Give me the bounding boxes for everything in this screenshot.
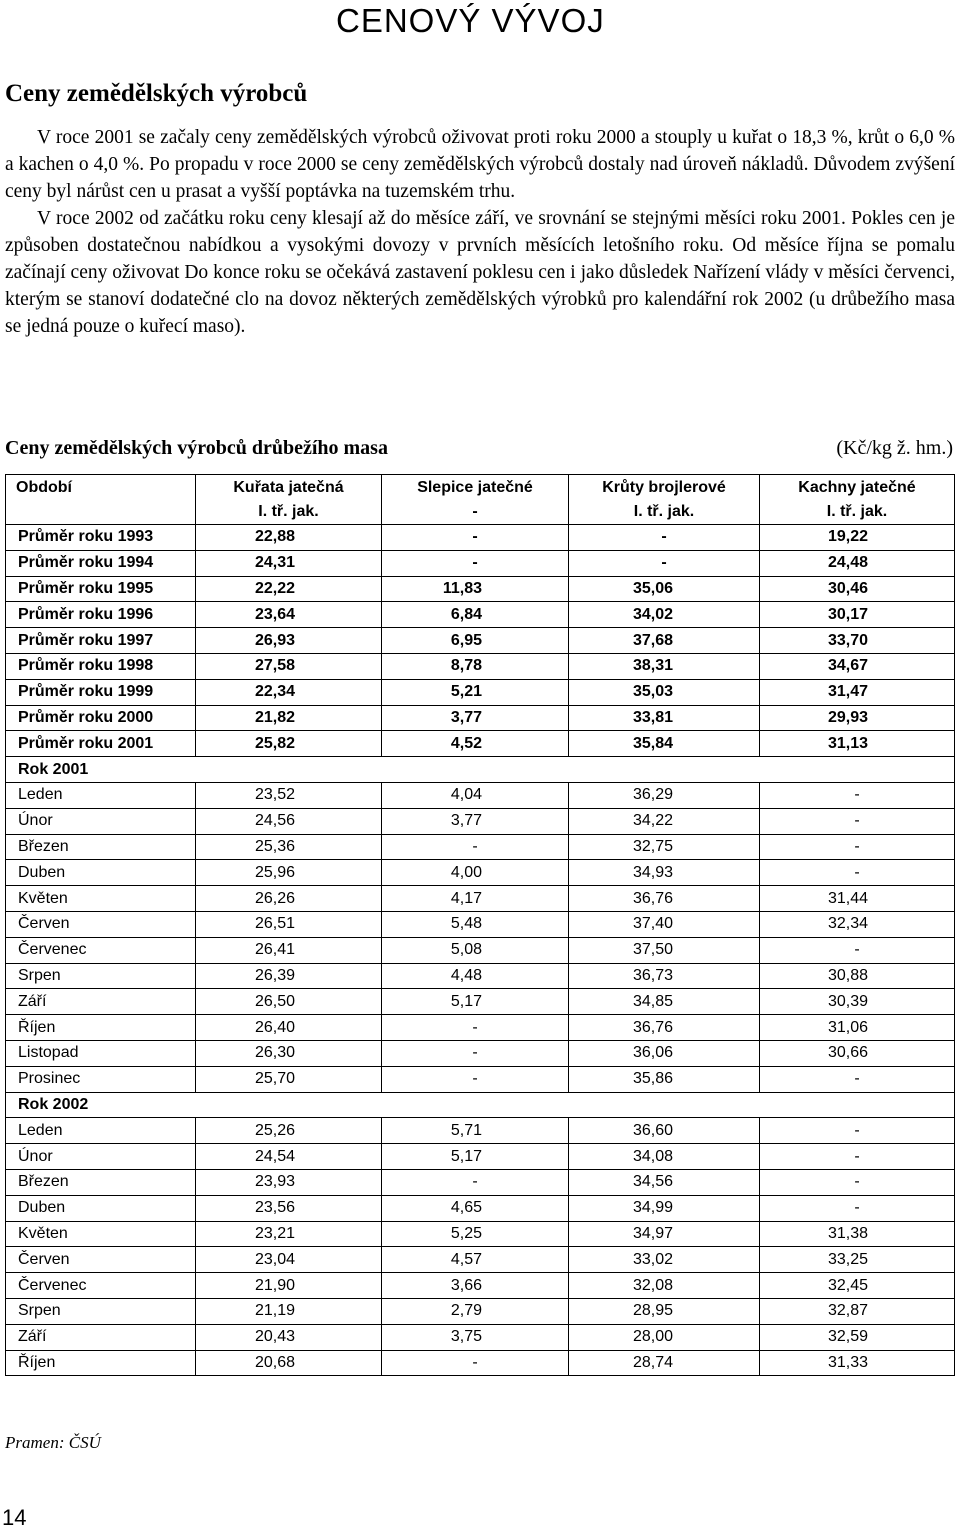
price-cell: 4,00 [382, 860, 569, 886]
table-row [6, 1324, 955, 1350]
row-label: Průměr roku 1993 [6, 525, 196, 551]
row-label: Listopad [6, 1040, 196, 1066]
price-cell: 32,45 [760, 1273, 955, 1299]
price-cell: 30,66 [760, 1040, 955, 1066]
price-cell: 31,33 [760, 1350, 955, 1376]
price-cell: 21,90 [196, 1273, 382, 1299]
table-row [6, 1247, 955, 1273]
price-cell: - [382, 1350, 569, 1376]
table-row [6, 1350, 955, 1376]
price-cell: - [760, 782, 955, 808]
price-cell: 33,02 [569, 1247, 760, 1273]
price-cell: 23,93 [196, 1169, 382, 1195]
price-cell: 28,00 [569, 1324, 760, 1350]
price-cell: - [382, 525, 569, 551]
price-cell: 23,21 [196, 1221, 382, 1247]
price-cell: 3,77 [382, 808, 569, 834]
price-cell: 34,99 [569, 1195, 760, 1221]
price-cell: - [760, 1118, 955, 1144]
price-cell: 24,31 [196, 550, 382, 576]
year-label: Rok 2001 [6, 757, 955, 783]
row-label: Srpen [6, 963, 196, 989]
price-cell: 36,60 [569, 1118, 760, 1144]
price-cell: 35,86 [569, 1066, 760, 1092]
table-row [6, 1040, 955, 1066]
price-cell: - [760, 1144, 955, 1170]
price-cell: 26,26 [196, 886, 382, 912]
price-cell: 23,52 [196, 782, 382, 808]
row-label: Leden [6, 782, 196, 808]
price-cell: 5,25 [382, 1221, 569, 1247]
price-cell: 4,17 [382, 886, 569, 912]
table-body [6, 525, 955, 1376]
row-label: Průměr roku 2001 [6, 731, 196, 757]
paragraph-2002: V roce 2002 od začátku roku ceny klesají až do měsíce září, ve srovnání se stejnými měsíci roku 2001. Pokles cen je způsoben dostatečnou nabídkou a vysokými dovozy v prvních měsících letošního roku. Od měsíce října se pomalu začínají ceny oživovat Do konce roku se očekává zastavení poklesu cen i jako důsledek Nařízení vlády v měsíci červenci, kterým se stanoví dodatečné clo na dovoz některých zemědělských výrobků pro kalendářní rok 2002 (u drůbežího masa se jedná pouze o kuřecí maso). [5, 208, 955, 337]
price-cell: 31,38 [760, 1221, 955, 1247]
price-cell: 32,75 [569, 834, 760, 860]
header-turkeys: Krůty brojlerové [569, 475, 760, 501]
row-label: Únor [6, 1144, 196, 1170]
table-row [6, 860, 955, 886]
price-cell: 36,76 [569, 886, 760, 912]
price-cell: 4,65 [382, 1195, 569, 1221]
price-cell: 20,68 [196, 1350, 382, 1376]
price-cell: 20,43 [196, 1324, 382, 1350]
price-cell: - [760, 1169, 955, 1195]
header-row [6, 475, 955, 501]
price-cell: 5,17 [382, 989, 569, 1015]
price-cell: 26,41 [196, 937, 382, 963]
table-row [6, 1066, 955, 1092]
price-cell: 23,56 [196, 1195, 382, 1221]
table-row [6, 1118, 955, 1144]
price-cell: - [569, 525, 760, 551]
price-cell: 28,74 [569, 1350, 760, 1376]
subheader-chickens: I. tř. jak. [196, 501, 382, 525]
row-label: Březen [6, 1169, 196, 1195]
row-label: Průměr roku 1997 [6, 628, 196, 654]
price-cell: 27,58 [196, 653, 382, 679]
subheader-row [6, 501, 955, 525]
price-cell: 33,81 [569, 705, 760, 731]
price-cell: 32,08 [569, 1273, 760, 1299]
price-cell: 30,46 [760, 576, 955, 602]
price-cell: 30,39 [760, 989, 955, 1015]
table-row [6, 989, 955, 1015]
price-cell: 36,73 [569, 963, 760, 989]
header-chickens: Kuřata jatečná [196, 475, 382, 501]
table-row [6, 782, 955, 808]
price-cell: 26,93 [196, 628, 382, 654]
price-cell: 5,48 [382, 911, 569, 937]
table-row [6, 1144, 955, 1170]
price-cell: 25,70 [196, 1066, 382, 1092]
price-cell: 2,79 [382, 1298, 569, 1324]
row-label: Leden [6, 1118, 196, 1144]
price-cell: - [382, 550, 569, 576]
row-label: Říjen [6, 1350, 196, 1376]
subheader-ducks: I. tř. jak. [760, 501, 955, 525]
table-row [6, 1195, 955, 1221]
price-cell: - [760, 1195, 955, 1221]
price-cell: 8,78 [382, 653, 569, 679]
table-row [6, 628, 955, 654]
price-cell: 5,71 [382, 1118, 569, 1144]
price-cell: 26,50 [196, 989, 382, 1015]
price-cell: 26,39 [196, 963, 382, 989]
price-cell: 24,56 [196, 808, 382, 834]
price-cell: - [760, 834, 955, 860]
body-text [5, 124, 955, 340]
row-label: Průměr roku 2000 [6, 705, 196, 731]
table-row [6, 525, 955, 551]
price-cell: 25,96 [196, 860, 382, 886]
price-cell: 22,22 [196, 576, 382, 602]
price-cell: 23,04 [196, 1247, 382, 1273]
table-title: Ceny zemědělských výrobců drůbežího masa [5, 437, 388, 459]
price-cell: 5,17 [382, 1144, 569, 1170]
price-cell: 35,06 [569, 576, 760, 602]
row-label: Průměr roku 1994 [6, 550, 196, 576]
price-cell: 31,44 [760, 886, 955, 912]
row-label: Srpen [6, 1298, 196, 1324]
price-cell: - [760, 860, 955, 886]
table-row [6, 731, 955, 757]
price-cell: - [569, 550, 760, 576]
price-cell: 19,22 [760, 525, 955, 551]
price-cell: 38,31 [569, 653, 760, 679]
price-cell: 4,04 [382, 782, 569, 808]
price-cell: 21,19 [196, 1298, 382, 1324]
table-row [6, 679, 955, 705]
price-cell: - [382, 1040, 569, 1066]
table-row [6, 808, 955, 834]
price-cell: 25,36 [196, 834, 382, 860]
price-cell: 24,48 [760, 550, 955, 576]
price-cell: 26,40 [196, 1015, 382, 1041]
price-cell: 31,06 [760, 1015, 955, 1041]
row-label: Únor [6, 808, 196, 834]
price-cell: 5,08 [382, 937, 569, 963]
price-cell: 34,97 [569, 1221, 760, 1247]
row-label: Průměr roku 1995 [6, 576, 196, 602]
price-cell: 4,52 [382, 731, 569, 757]
price-cell: - [760, 808, 955, 834]
row-label: Průměr roku 1999 [6, 679, 196, 705]
price-cell: 33,25 [760, 1247, 955, 1273]
price-cell: 30,17 [760, 602, 955, 628]
price-cell: 21,82 [196, 705, 382, 731]
table-caption [5, 437, 953, 460]
table-row [6, 602, 955, 628]
header-hens: Slepice jatečné [382, 475, 569, 501]
row-label: Březen [6, 834, 196, 860]
price-cell: - [760, 937, 955, 963]
price-cell: 37,68 [569, 628, 760, 654]
row-label: Květen [6, 1221, 196, 1247]
page-number: 14 [2, 1505, 27, 1530]
poultry-price-table [5, 474, 955, 1376]
price-cell: 32,34 [760, 911, 955, 937]
price-cell: 32,59 [760, 1324, 955, 1350]
header-period: Období [6, 475, 196, 501]
price-cell: 31,47 [760, 679, 955, 705]
price-cell: 34,22 [569, 808, 760, 834]
row-label: Průměr roku 1996 [6, 602, 196, 628]
header-ducks: Kachny jatečné [760, 475, 955, 501]
table-row [6, 1221, 955, 1247]
price-cell: 22,34 [196, 679, 382, 705]
price-cell: 3,66 [382, 1273, 569, 1299]
price-cell: - [382, 1066, 569, 1092]
table-row [6, 834, 955, 860]
row-label: Prosinec [6, 1066, 196, 1092]
price-cell: 28,95 [569, 1298, 760, 1324]
price-cell: 34,02 [569, 602, 760, 628]
price-cell: 34,67 [760, 653, 955, 679]
table-row [6, 1273, 955, 1299]
price-cell: 3,75 [382, 1324, 569, 1350]
row-label: Duben [6, 860, 196, 886]
row-label: Květen [6, 886, 196, 912]
price-cell: 4,57 [382, 1247, 569, 1273]
price-cell: - [382, 1015, 569, 1041]
table-row [6, 937, 955, 963]
price-cell: 32,87 [760, 1298, 955, 1324]
price-cell: - [382, 1169, 569, 1195]
table-row [6, 550, 955, 576]
price-cell: 34,56 [569, 1169, 760, 1195]
subheader-period [6, 501, 196, 525]
table-unit: (Kč/kg ž. hm.) [836, 437, 953, 459]
row-label: Duben [6, 1195, 196, 1221]
price-cell: 36,06 [569, 1040, 760, 1066]
table-row [6, 1015, 955, 1041]
price-cell: 34,08 [569, 1144, 760, 1170]
table-row [6, 1169, 955, 1195]
price-cell: 22,88 [196, 525, 382, 551]
year-label: Rok 2002 [6, 1092, 955, 1118]
price-cell: - [760, 1066, 955, 1092]
row-label: Průměr roku 1998 [6, 653, 196, 679]
price-cell: 5,21 [382, 679, 569, 705]
year-row [6, 1092, 955, 1118]
price-cell: 24,54 [196, 1144, 382, 1170]
price-cell: 11,83 [382, 576, 569, 602]
row-label: Červenec [6, 1273, 196, 1299]
price-cell: 23,64 [196, 602, 382, 628]
price-cell: 6,95 [382, 628, 569, 654]
price-cell: 36,76 [569, 1015, 760, 1041]
table-row [6, 576, 955, 602]
price-cell: 26,30 [196, 1040, 382, 1066]
price-cell: 6,84 [382, 602, 569, 628]
price-cell: 30,88 [760, 963, 955, 989]
price-cell: 37,50 [569, 937, 760, 963]
price-cell: 25,82 [196, 731, 382, 757]
price-cell: 33,70 [760, 628, 955, 654]
price-cell: 34,85 [569, 989, 760, 1015]
page-heading: CENOVÝ VÝVOJ [336, 2, 605, 39]
price-cell: 34,93 [569, 860, 760, 886]
table-row [6, 886, 955, 912]
row-label: Červen [6, 1247, 196, 1273]
price-cell: 29,93 [760, 705, 955, 731]
price-cell: 4,48 [382, 963, 569, 989]
table-row [6, 653, 955, 679]
row-label: Červenec [6, 937, 196, 963]
table-row [6, 1298, 955, 1324]
price-cell: 37,40 [569, 911, 760, 937]
paragraph-2001: V roce 2001 se začaly ceny zemědělských výrobců oživovat proti roku 2000 a stouply u kuřat o 18,3 %, krůt o 6,0 % a kachen o 4,0 %. Po propadu v roce 2000 se ceny zemědělských výrobců dostaly nad úroveň nákladů. Důvodem zvýšení ceny byl nárůst cen u prasat a vyšší poptávka na tuzemském trhu. [5, 127, 955, 202]
row-label: Červen [6, 911, 196, 937]
subheader-turkeys: I. tř. jak. [569, 501, 760, 525]
price-cell: 26,51 [196, 911, 382, 937]
price-cell: 35,84 [569, 731, 760, 757]
price-cell: 31,13 [760, 731, 955, 757]
price-cell: 25,26 [196, 1118, 382, 1144]
row-label: Říjen [6, 1015, 196, 1041]
price-cell: - [382, 834, 569, 860]
table-row [6, 911, 955, 937]
source-note: Pramen: ČSÚ [5, 1433, 101, 1452]
row-label: Září [6, 989, 196, 1015]
price-cell: 35,03 [569, 679, 760, 705]
price-cell: 36,29 [569, 782, 760, 808]
section-title: Ceny zemědělských výrobců [5, 80, 308, 107]
year-row [6, 757, 955, 783]
price-cell: 3,77 [382, 705, 569, 731]
table-row [6, 705, 955, 731]
row-label: Září [6, 1324, 196, 1350]
subheader-hens: - [382, 501, 569, 525]
table-row [6, 963, 955, 989]
